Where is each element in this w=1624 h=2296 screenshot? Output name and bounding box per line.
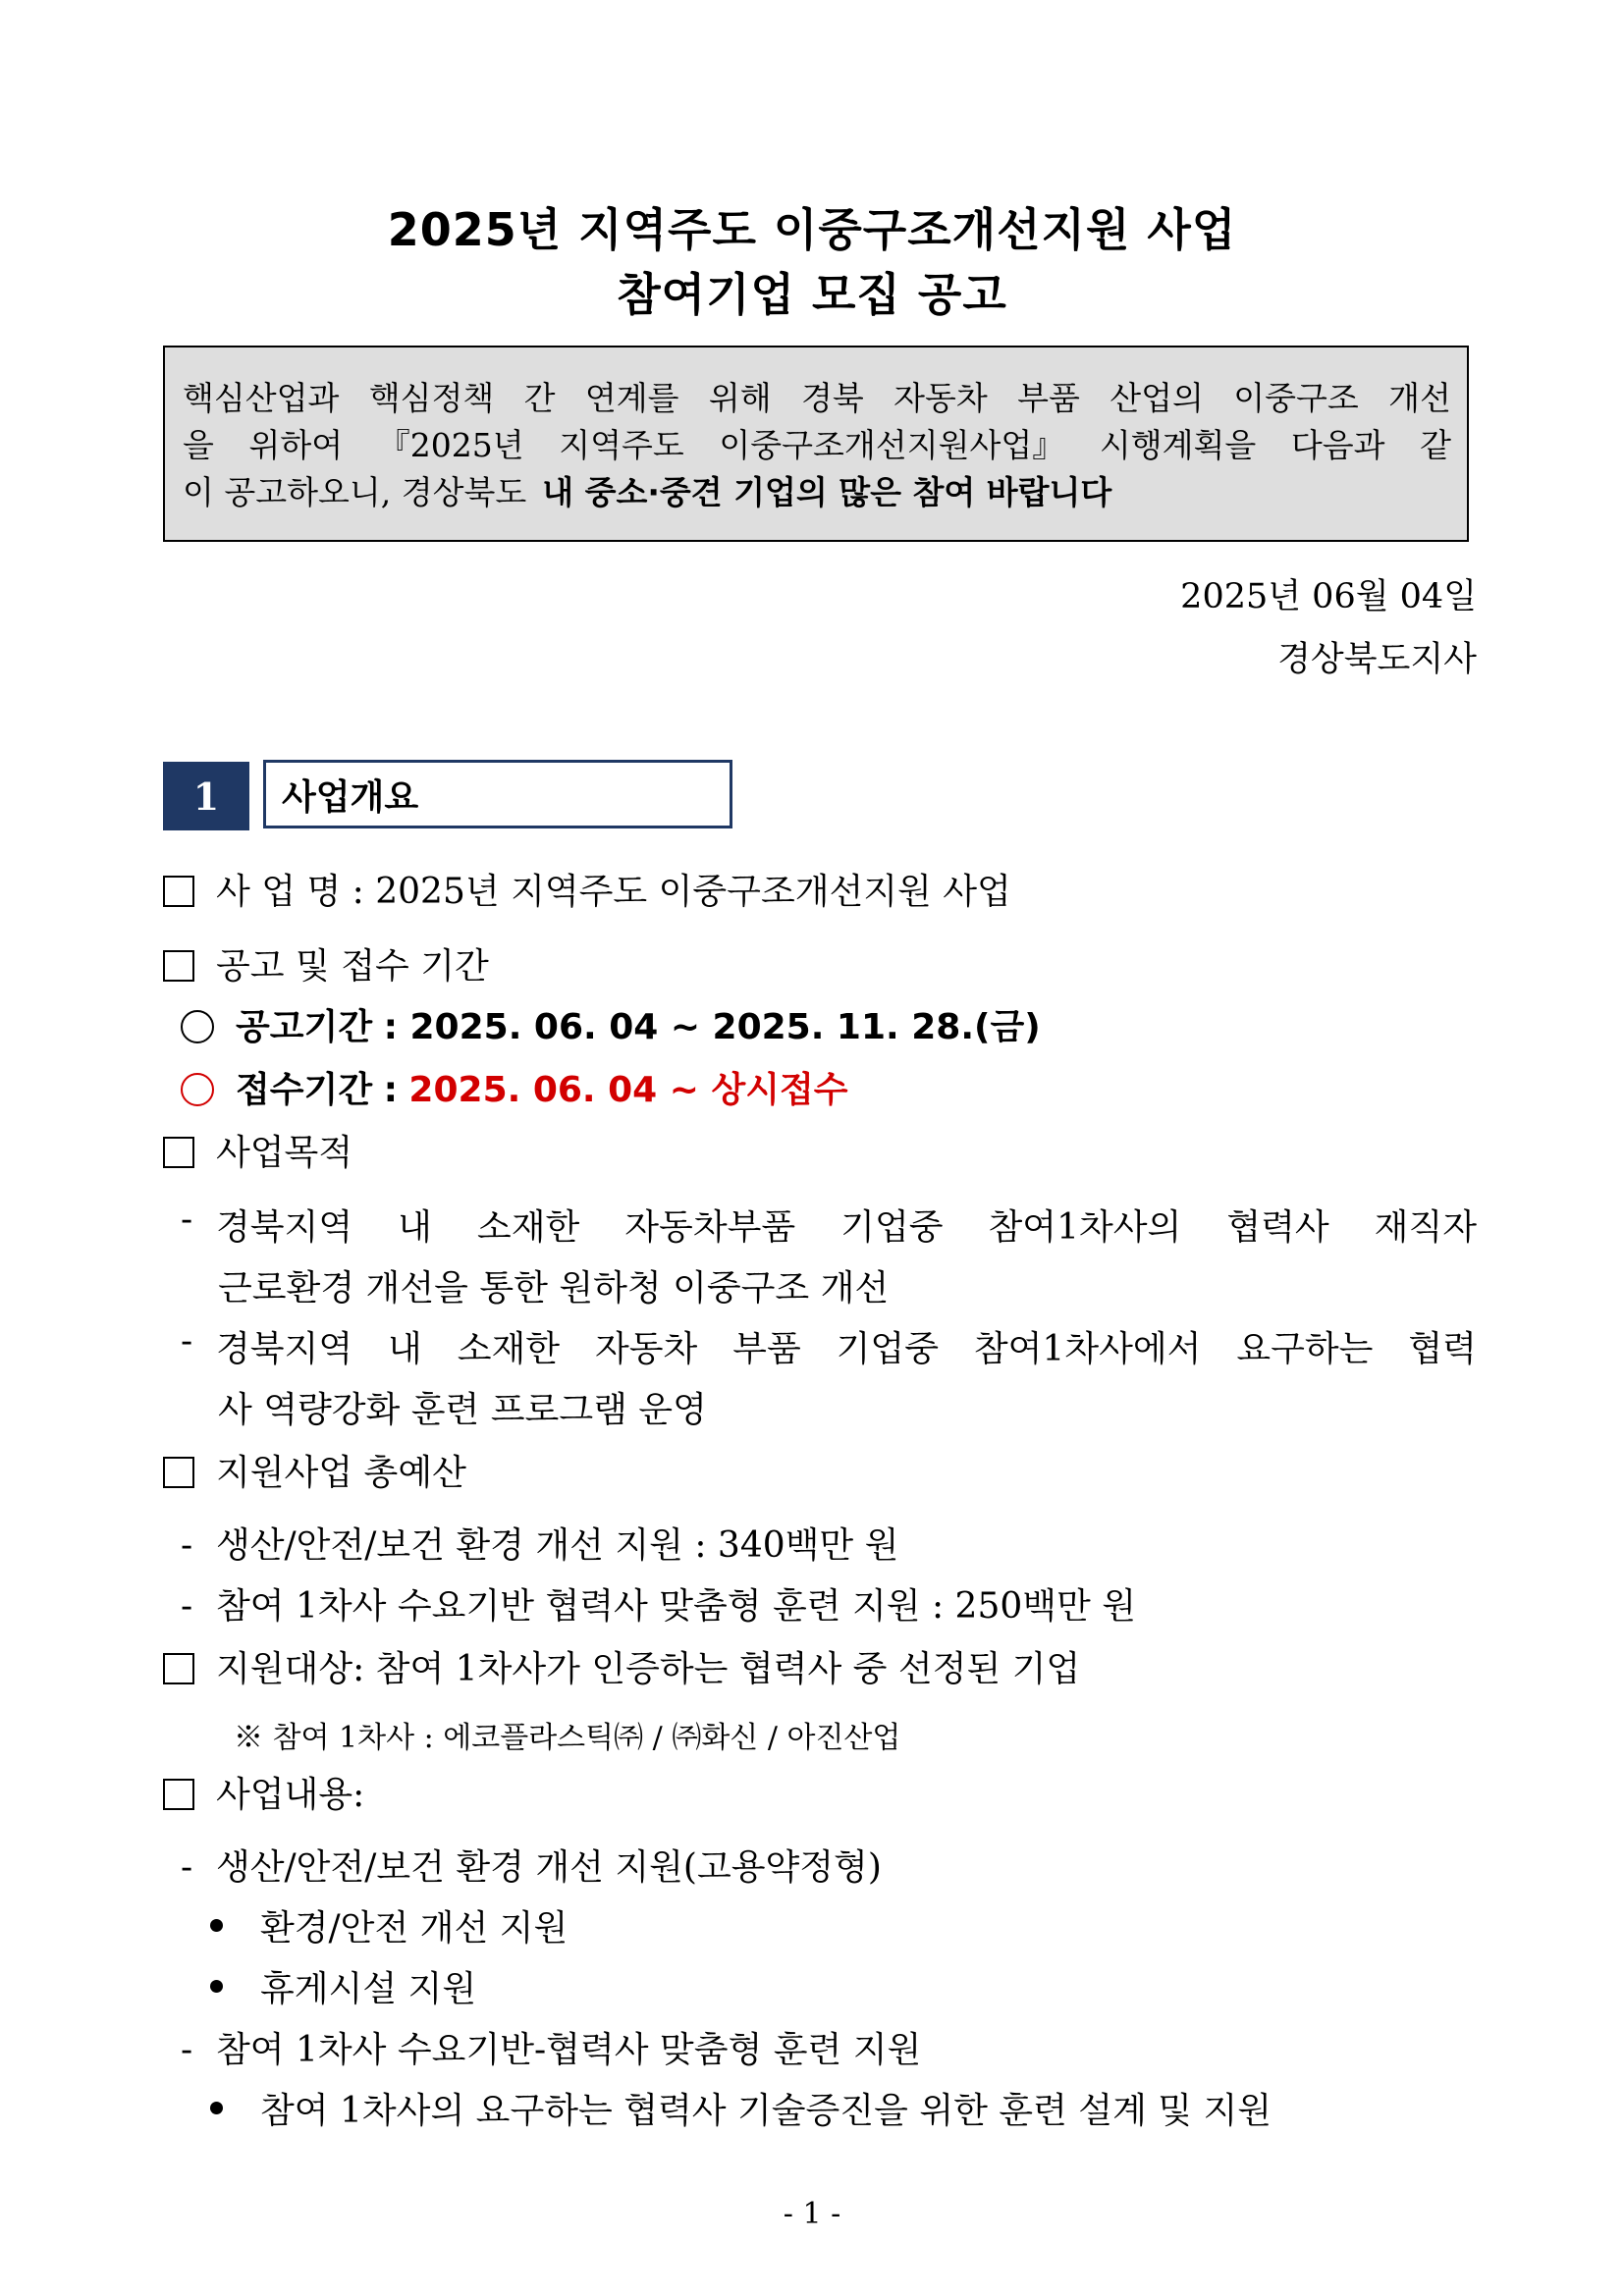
- intro-line-1-word: 간: [523, 379, 556, 417]
- intro-line-2-word: 시행계획을: [1099, 426, 1257, 464]
- intro-line-2-word: 이중구조개선지원사업』: [719, 426, 1065, 464]
- purpose-1-line-1-word: 협력사: [1226, 1207, 1329, 1248]
- intro-line-2-word: 위하여: [248, 426, 344, 464]
- business-name-item: [163, 864, 1011, 914]
- purpose-2-line-1-word: 소재한: [457, 1329, 561, 1369]
- business-name-text: 사 업 명 : 2025년 지역주도 이중구조개선지원 사업: [216, 872, 1011, 912]
- section-title: 사업개요: [263, 760, 732, 828]
- intro-line-1-word: 위해: [708, 379, 772, 417]
- content-item-2-text: 참여 1차사 수요기반-협력사 맞춤형 훈련 지원: [216, 2030, 922, 2070]
- budget-item-1-text: 생산/안전/보건 환경 개선 지원 : 340백만 원: [216, 1525, 899, 1566]
- purpose-2-line-1: [216, 1321, 1477, 1371]
- intro-line-1-word: 이중구조: [1233, 379, 1359, 417]
- organization-name: 경상북도지사: [1277, 640, 1477, 679]
- purpose-2-line-2: 사 역량강화 훈련 프로그램 운영: [218, 1390, 707, 1430]
- purpose-2-line-1-word: 경북지역: [216, 1329, 353, 1369]
- bullet-icon: [210, 2102, 223, 2114]
- intro-line-1-word: 부품: [1017, 379, 1080, 417]
- purpose-item-1: [181, 1200, 1477, 1250]
- circle-icon: [181, 1010, 214, 1043]
- intro-line-3-text: 이 공고하오니, 경상북도: [183, 473, 527, 511]
- purpose-2-line-1-word: 요구하는: [1236, 1329, 1374, 1369]
- receipt-period-item: [181, 1062, 848, 1112]
- purpose-1-line-1: [216, 1200, 1477, 1250]
- budget-item-1: [181, 1518, 898, 1568]
- purpose-header-text: 사업목적: [216, 1133, 353, 1173]
- budget-item-2: [181, 1578, 1136, 1629]
- target-item: [163, 1641, 1080, 1691]
- purpose-1-line-1-word: 기업중: [840, 1207, 944, 1248]
- budget-header-item: [163, 1445, 466, 1495]
- intro-line-2-word: 다음과: [1290, 426, 1385, 464]
- period-header-text: 공고 및 접수 기간: [216, 946, 489, 987]
- announcement-date: 2025년 06월 04일: [1180, 577, 1477, 616]
- content-header-text: 사업내용:: [216, 1775, 365, 1815]
- page-number: - 1 -: [783, 2197, 841, 2231]
- content-item-2-bullet-1-text: 참여 1차사의 요구하는 협력사 기술증진을 위한 훈련 설계 및 지원: [260, 2091, 1272, 2131]
- content-item-1-bullet-2: [210, 1961, 476, 2011]
- intro-line-2-word: 지역주도: [559, 426, 684, 464]
- content-item-1-bullet-1: [210, 1900, 568, 1950]
- checkbox-icon: [163, 876, 194, 907]
- title-line-2: 참여기업 모집 공고: [617, 268, 1007, 321]
- content-header-item: [163, 1767, 364, 1817]
- intro-line-2-word: 을: [183, 426, 214, 464]
- purpose-2-line-1-word: 내: [388, 1329, 422, 1369]
- purpose-header-item: [163, 1125, 352, 1175]
- intro-line-1-word: 경북: [801, 379, 864, 417]
- dash-mark: -: [181, 1525, 193, 1566]
- receipt-period-label: 접수기간: [236, 1070, 373, 1110]
- intro-line-1: [183, 375, 1451, 422]
- notice-period-value: : 2025. 06. 04 ~ 2025. 11. 28.(금): [383, 1007, 1041, 1047]
- dash-mark: -: [181, 1321, 193, 1362]
- purpose-1-line-1-word: 참여1차사의: [988, 1207, 1182, 1248]
- intro-line-2-word: 『2025년: [377, 426, 524, 464]
- circle-icon: [181, 1073, 214, 1106]
- purpose-1-line-1-word: 내: [398, 1207, 432, 1248]
- checkbox-icon: [163, 1137, 194, 1168]
- intro-line-3-emphasis: 내 중소·중견 기업의 많은 참여 바랍니다: [542, 473, 1112, 511]
- checkbox-icon: [163, 1457, 194, 1488]
- content-item-2-bullet-1: [210, 2083, 1272, 2133]
- purpose-2-line-1-word: 협력: [1408, 1329, 1477, 1369]
- title-line-1: 2025년 지역주도 이중구조개선지원 사업: [387, 203, 1237, 256]
- checkbox-icon: [163, 1779, 194, 1810]
- checkbox-icon: [163, 950, 194, 982]
- budget-header-text: 지원사업 총예산: [216, 1453, 466, 1493]
- content-item-2: [181, 2022, 921, 2072]
- target-text: 지원대상: 참여 1차사가 인증하는 협력사 중 선정된 기업: [216, 1649, 1081, 1689]
- dash-mark: -: [181, 1200, 193, 1240]
- notice-period-item: [181, 999, 1041, 1049]
- notice-period-label: 공고기간: [236, 1007, 373, 1047]
- purpose-2-line-1-word: 참여1차사에서: [973, 1329, 1202, 1369]
- budget-item-2-text: 참여 1차사 수요기반 협력사 맞춤형 훈련 지원 : 250백만 원: [216, 1586, 1137, 1627]
- intro-line-1-word: 개선: [1388, 379, 1451, 417]
- intro-line-2: [183, 422, 1451, 469]
- purpose-2-line-1-word: 자동차: [594, 1329, 698, 1369]
- purpose-1-line-1-word: 재직자: [1374, 1207, 1477, 1248]
- dash-mark: -: [181, 1586, 193, 1627]
- bullet-icon: [210, 1919, 223, 1932]
- intro-line-1-word: 연계를: [584, 379, 679, 417]
- checkbox-icon: [163, 1653, 194, 1684]
- intro-line-2-word: 같: [1420, 426, 1451, 464]
- purpose-2-line-1-word: 기업중: [836, 1329, 939, 1369]
- purpose-1-line-1-word: 경북지역: [216, 1207, 353, 1248]
- receipt-period-value: 2025. 06. 04 ~ 상시접수: [408, 1070, 848, 1110]
- intro-line-3: [183, 469, 1451, 516]
- intro-line-1-word: 산업의: [1110, 379, 1204, 417]
- content-item-1: [181, 1840, 882, 1890]
- purpose-1-line-1-word: 소재한: [476, 1207, 580, 1248]
- intro-line-1-word: 핵심정책: [368, 379, 495, 417]
- purpose-1-line-1-word: 자동차부품: [624, 1207, 796, 1248]
- content-item-1-bullet-1-text: 환경/안전 개선 지원: [260, 1908, 568, 1949]
- purpose-1-line-2: 근로환경 개선을 통한 원하청 이중구조 개선: [218, 1268, 890, 1308]
- section-number: 1: [163, 762, 249, 830]
- intro-box: [163, 346, 1469, 542]
- intro-line-1-word: 자동차: [893, 379, 988, 417]
- content-item-1-text: 생산/안전/보건 환경 개선 지원(고용약정형): [216, 1847, 882, 1888]
- purpose-2-line-1-word: 부품: [732, 1329, 801, 1369]
- purpose-item-2: [181, 1321, 1477, 1371]
- target-note: ※ 참여 1차사 : 에코플라스틱㈜ / ㈜화신 / 아진산업: [234, 1721, 901, 1755]
- dash-mark: -: [181, 2030, 193, 2070]
- period-header-item: [163, 938, 489, 988]
- dash-mark: -: [181, 1847, 193, 1888]
- content-item-1-bullet-2-text: 휴게시설 지원: [260, 1969, 477, 2009]
- bullet-icon: [210, 1980, 223, 1993]
- receipt-period-colon: :: [383, 1070, 398, 1110]
- intro-line-1-word: 핵심산업과: [183, 379, 340, 417]
